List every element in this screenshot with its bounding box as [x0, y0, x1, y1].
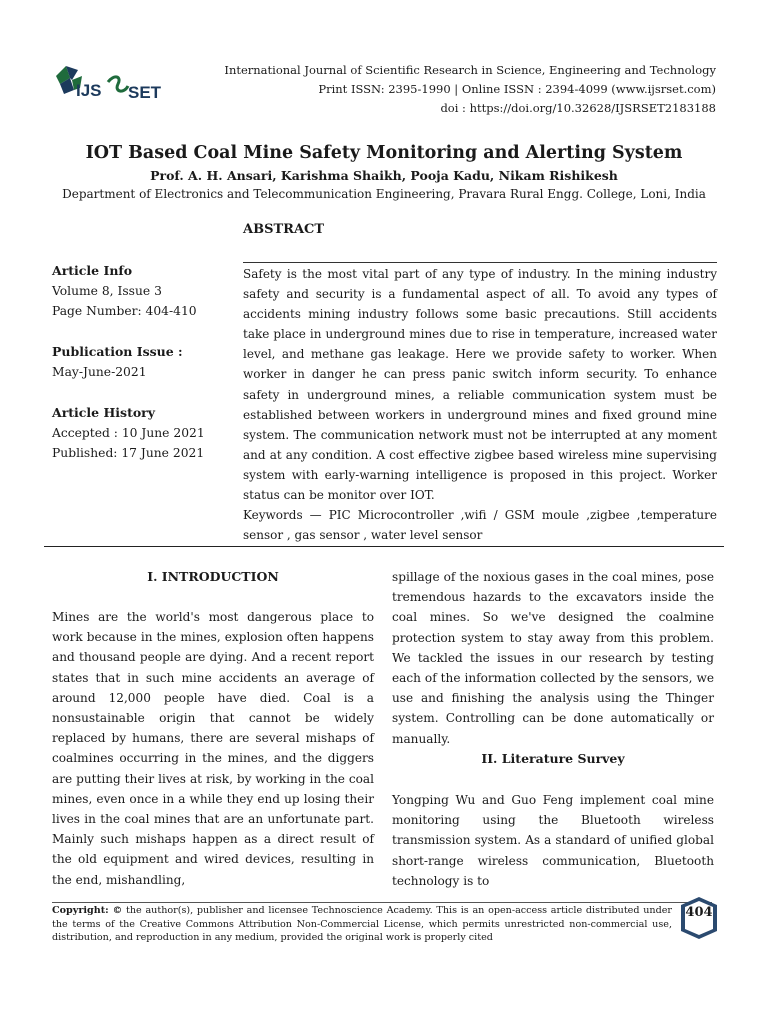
article-accepted: Accepted : 10 June 2021: [52, 426, 205, 440]
copyright-notice: [52, 904, 672, 945]
paper-title: IOT Based Coal Mine Safety Monitoring and Alerting System: [85, 143, 683, 163]
abstract-heading: ABSTRACT: [243, 222, 325, 237]
journal-issn: Print ISSN: 2395-1990 | Online ISSN : 2394-4099 (www.ijsrset.com): [318, 82, 716, 96]
journal-name: International Journal of Scientific Research in Science, Engineering and Technology: [224, 63, 716, 77]
article-history-heading: Article History: [52, 405, 156, 420]
logo-text-right: SET: [128, 83, 162, 102]
copyright-label: Copyright: ©: [52, 905, 123, 916]
publication-issue: [52, 342, 183, 382]
article-info-heading: Article Info: [52, 263, 133, 278]
intro-column-2: [392, 567, 714, 749]
abstract-keywords: Keywords — PIC Microcontroller ,wifi / GSM moule ,zigbee ,temperature sensor , gas sensor , water level sensor: [243, 508, 717, 543]
abstract-body: [243, 264, 717, 545]
abstract-text: Safety is the most vital part of any type of industry. In the mining industry safety and security is a fundamental aspect of all. To avoid any types of accidents mining industry follows some basic precautions. Still accidents take place in underground mines due to rise in temperature, increased water level, and methane gas leakage. Here we provide safety to worker. When worker in danger he can press panic switch inform security. To enhance safety in underground mines, a reliable communication system must be established between workers in underground mines and fixed ground mine system. The communication network must not be interrupted at any moment and at any condition. A cost effective zigbee based wireless mine supervising system with early-warning intelligence is proposed in this project. Worker status can be monitor over IOT.: [243, 267, 717, 503]
article-pages: Page Number: 404-410: [52, 304, 197, 318]
intro-heading: I. INTRODUCTION: [147, 569, 279, 584]
copyright-text: the author(s), publisher and licensee Technoscience Academy. This is an open-access article distributed under the terms of the Creative Commons Attribution Non-Commercial License, which permits unrestricted non-commercial use, distribution, and reproduction in any medium, provided the original work is properly cited: [52, 905, 672, 943]
paper-authors: Prof. A. H. Ansari, Karishma Shaikh, Pooja Kadu, Nikam Rishikesh: [150, 168, 618, 183]
page-number: 404: [685, 905, 713, 920]
intro-paragraph-1: Mines are the world's most dangerous place to work because in the mines, explosion often happens and thousand people are dying. And a recent report states that in such mine accidents an average of around 12,000 people have died. Coal is a nonsustainable origin that cannot be widely replaced by humans, there are several mishaps of coalmines occurring in the mines, and the diggers are putting their lives at risk, by working in the coal mines, even once in a while they end up losing their lives in the coal mines that are an unfortunate part. Mainly such mishaps happen as a direct result of the old equipment and wired devices, resulting in the end, mishandling,: [52, 610, 374, 887]
literature-heading: II. Literature Survey: [481, 751, 625, 766]
logo-text-left: IJS: [76, 81, 102, 100]
article-history: [52, 403, 205, 463]
section-divider: [44, 546, 724, 547]
publication-issue-heading: Publication Issue :: [52, 344, 183, 359]
publication-issue-value: May-June-2021: [52, 365, 147, 379]
literature-paragraph: Yongping Wu and Guo Feng implement coal mine monitoring using the Bluetooth wireless transmission system. As a standard of unified global short-range wireless communication, Bluetooth technology is to: [392, 793, 714, 888]
literature-column: [392, 790, 714, 891]
journal-logo: [52, 60, 177, 104]
article-published: Published: 17 June 2021: [52, 446, 205, 460]
journal-doi[interactable]: doi : https://doi.org/10.32628/IJSRSET2183188: [440, 101, 716, 115]
footer-divider: [52, 902, 712, 903]
article-volume: Volume 8, Issue 3: [52, 284, 162, 298]
paper-department: Department of Electronics and Telecommunication Engineering, Pravara Rural Engg. College, Loni, India: [62, 187, 706, 201]
abstract-divider: [243, 262, 717, 263]
intro-paragraph-2: spillage of the noxious gases in the coal mines, pose tremendous hazards to the excavators inside the coal mines. So we've designed the coalmine protection system to stay away from this problem. We tackled the issues in our research by testing each of the information collected by the sensors, we use and finishing the analysis using the Thinger system. Controlling can be done automatically or manually.: [392, 570, 714, 746]
article-info: [52, 261, 197, 321]
logo-swirl-icon: [108, 77, 128, 91]
intro-column-1: [52, 607, 374, 890]
